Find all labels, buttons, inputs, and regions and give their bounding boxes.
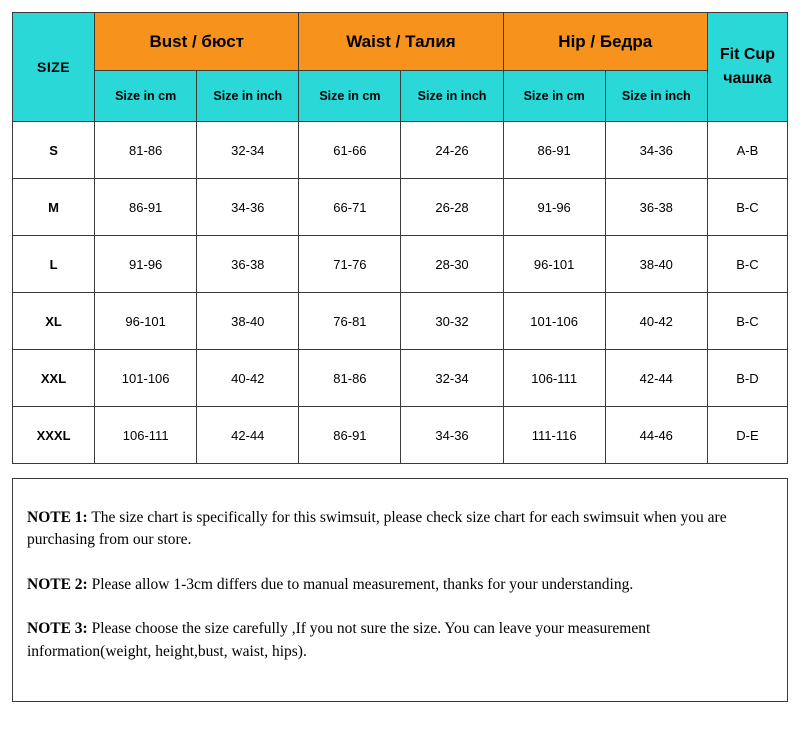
table-body [13,122,788,464]
cell-waist-cm: 81-86 [299,350,401,407]
cell-hip-cm: 111-116 [503,407,605,464]
cell-waist-cm: 76-81 [299,293,401,350]
subheader-hip-cm: Size in cm [503,71,605,122]
cell-hip-cm: 96-101 [503,236,605,293]
note-2-label: NOTE 2: [27,575,88,593]
cell-waist-cm: 66-71 [299,179,401,236]
cell-waist-cm: 86-91 [299,407,401,464]
cell-bust-cm: 96-101 [95,293,197,350]
cell-bust-inch: 32-34 [197,122,299,179]
cell-bust-cm: 86-91 [95,179,197,236]
size-chart-table [12,12,788,464]
note-3-label: NOTE 3: [27,620,88,638]
note-2-text: Please allow 1-3cm differs due to manual measurement, thanks for your understanding. [87,575,634,593]
table-row [13,407,788,464]
note-3-text: Please choose the size carefully ,If you not sure the size. You can leave your measurement information(weight, height,bust, waist, hips). [27,620,651,660]
cell-bust-cm: 106-111 [95,407,197,464]
cell-waist-inch: 30-32 [401,293,503,350]
cell-fit-cup: B-C [707,236,787,293]
cell-bust-cm: 81-86 [95,122,197,179]
cell-hip-inch: 40-42 [605,293,707,350]
table-header [13,13,788,122]
cell-hip-cm: 91-96 [503,179,605,236]
subheader-waist-cm: Size in cm [299,71,401,122]
cell-fit-cup: B-C [707,179,787,236]
header-fit-cup [707,13,787,122]
note-1-text: The size chart is specifically for this swimsuit, please check size chart for each swimsuit when you are purchasing from our store. [27,509,727,549]
row-size-label: XL [13,293,95,350]
cell-waist-inch: 32-34 [401,350,503,407]
row-size-label: M [13,179,95,236]
subheader-bust-inch: Size in inch [197,71,299,122]
table-row [13,236,788,293]
cell-fit-cup: B-D [707,350,787,407]
cell-bust-inch: 34-36 [197,179,299,236]
cell-hip-cm: 106-111 [503,350,605,407]
table-row [13,350,788,407]
row-size-label: XXL [13,350,95,407]
cell-fit-cup: B-C [707,293,787,350]
note-3 [27,618,769,663]
cell-hip-cm: 101-106 [503,293,605,350]
header-group-hip: Hip / Бедра [503,13,707,71]
cell-waist-cm: 71-76 [299,236,401,293]
table-row [13,122,788,179]
header-group-bust: Bust / бюст [95,13,299,71]
cell-hip-inch: 36-38 [605,179,707,236]
cell-bust-inch: 36-38 [197,236,299,293]
cell-fit-cup: A-B [707,122,787,179]
cell-fit-cup: D-E [707,407,787,464]
cell-hip-cm: 86-91 [503,122,605,179]
cell-hip-inch: 44-46 [605,407,707,464]
subheader-bust-cm: Size in cm [95,71,197,122]
cell-bust-cm: 91-96 [95,236,197,293]
cell-waist-inch: 34-36 [401,407,503,464]
subheader-waist-inch: Size in inch [401,71,503,122]
note-1-label: NOTE 1: [27,509,88,526]
cell-bust-inch: 38-40 [197,293,299,350]
header-fit-cup-line2: чашка [723,70,772,87]
header-group-waist: Waist / Талия [299,13,503,71]
table-row [13,179,788,236]
cell-bust-inch: 40-42 [197,350,299,407]
note-1 [27,507,769,552]
cell-waist-inch: 28-30 [401,236,503,293]
row-size-label: S [13,122,95,179]
table-row [13,293,788,350]
cell-waist-inch: 24-26 [401,122,503,179]
note-2 [27,574,769,596]
row-size-label: L [13,236,95,293]
cell-hip-inch: 42-44 [605,350,707,407]
row-size-label: XXXL [13,407,95,464]
cell-bust-cm: 101-106 [95,350,197,407]
cell-bust-inch: 42-44 [197,407,299,464]
cell-hip-inch: 34-36 [605,122,707,179]
header-size: SIZE [13,13,95,122]
subheader-hip-inch: Size in inch [605,71,707,122]
cell-waist-inch: 26-28 [401,179,503,236]
cell-hip-inch: 38-40 [605,236,707,293]
header-row-groups [13,13,788,71]
header-fit-cup-line1: Fit Cup [719,46,775,63]
cell-waist-cm: 61-66 [299,122,401,179]
notes-box [12,478,788,702]
header-row-subs [13,71,788,122]
